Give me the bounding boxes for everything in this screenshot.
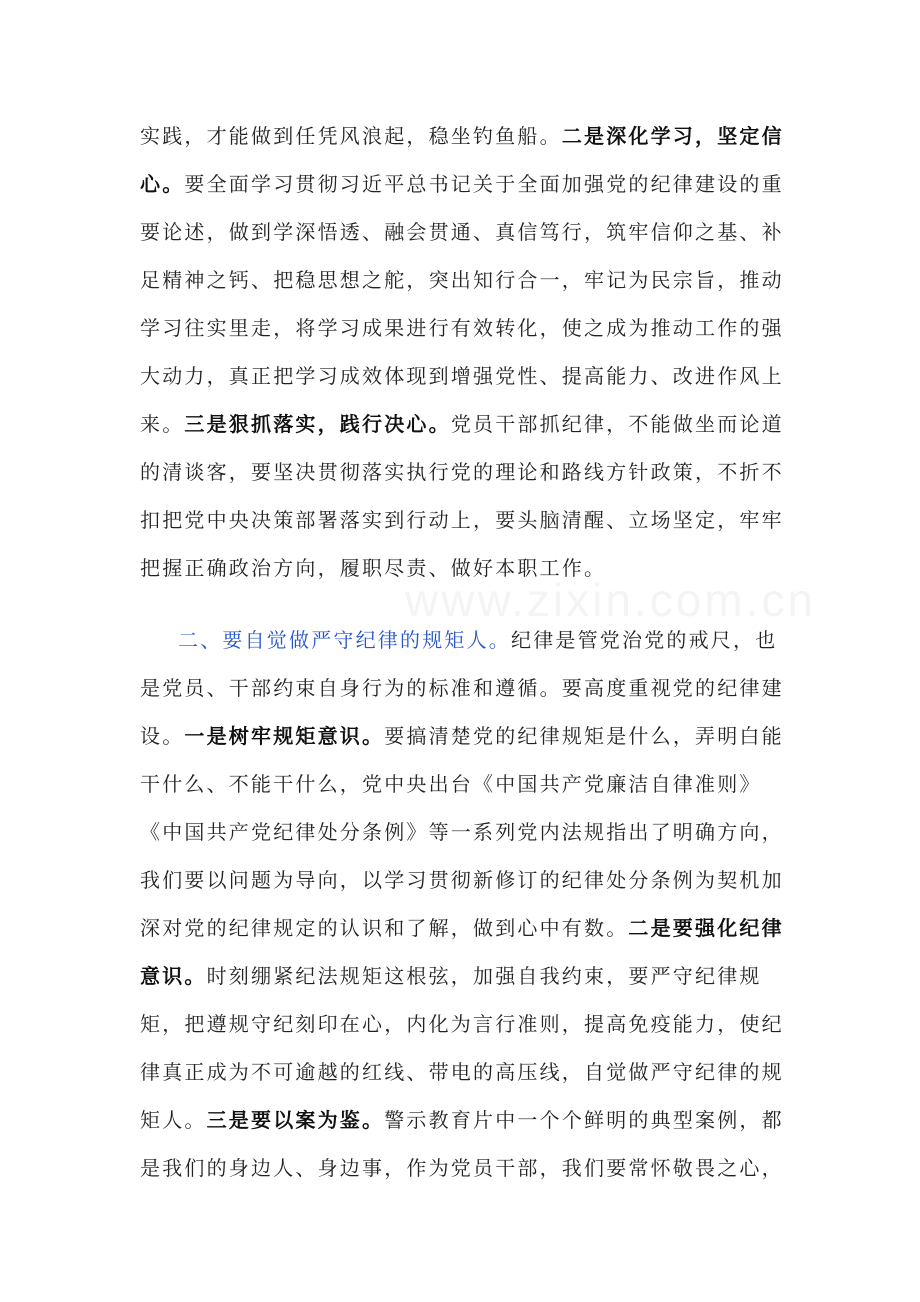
text-run: 律真正成为不可逾越的红线、带电的高压线，自觉做严守纪律的规	[140, 1060, 784, 1084]
text-run: 警示教育片中一个个鲜明的典型案例，都	[384, 1108, 784, 1132]
text-run: 的清谈客，要坚决贯彻落实执行党的理论和路线方针政策，不折不	[140, 460, 784, 484]
text-run: 矩人。	[140, 1108, 207, 1132]
section-heading: 二、要自觉做严守纪律的规矩人。	[178, 628, 511, 652]
text-line	[140, 1104, 784, 1136]
text-line	[140, 312, 784, 344]
text-line	[140, 1152, 784, 1184]
text-line	[140, 456, 784, 488]
text-line	[140, 864, 784, 896]
text-line	[140, 360, 784, 392]
text-run: 党员干部抓纪律，不能做坐而论道	[450, 412, 784, 436]
text-run: 要搞清楚党的纪律规矩是什么，弄明白能	[384, 724, 784, 748]
text-run: 干什么、不能干什么，党中央出台《中国共产党廉洁自律准则》	[140, 772, 762, 796]
text-run: 要全面学习贯彻习近平总书记关于全面加强党的纪律建设的重	[184, 172, 784, 196]
text-line	[140, 552, 770, 584]
text-run: 《中国共产党纪律处分条例》等一系列党内法规指出了明确方向，	[140, 820, 784, 844]
text-line	[140, 720, 784, 752]
text-run: 扣把党中央决策部署落实到行动上，要头脑清醒、立场坚定，牢牢	[140, 508, 784, 532]
text-run: 是党员、干部约束自身行为的标准和遵循。要高度重视党的纪律建	[140, 676, 784, 700]
watermark: www.zixin.com.cn	[405, 574, 816, 626]
text-line	[140, 1056, 784, 1088]
text-run: 纪律是管党治党的戒尺，也	[511, 628, 778, 652]
text-run: 足精神之钙、把稳思想之舵，突出知行合一，牢记为民宗旨，推动	[140, 268, 784, 292]
text-run: 把握正确政治方向，履职尽责、做好本职工作。	[140, 556, 607, 580]
text-line	[140, 1008, 784, 1040]
text-line	[140, 408, 784, 440]
bold-phrase: 二是深化学习，坚定信	[561, 124, 784, 148]
text-line	[140, 120, 784, 152]
bold-phrase: 一是树牢规矩意识。	[184, 724, 385, 748]
bold-phrase: 三是要以案为鉴。	[206, 1108, 385, 1132]
text-line	[140, 216, 784, 248]
text-run: 我们要以问题为导向，以学习贯彻新修订的纪律处分条例为契机加	[140, 868, 784, 892]
text-run: 要论述，做到学深悟透、融会贯通、真信笃行，筑牢信仰之基、补	[140, 220, 784, 244]
bold-phrase: 心。	[140, 172, 185, 196]
text-run: 学习往实里走，将学习成果进行有效转化，使之成为推动工作的强	[140, 316, 784, 340]
text-run: 时刻绷紧纪法规矩这根弦，加强自我约束，要严守纪律规	[206, 964, 762, 988]
text-line	[140, 768, 770, 800]
text-run: 大动力，真正把学习成效体现到增强党性、提高能力、改进作风上	[140, 364, 784, 388]
bold-phrase: 二是要强化纪律	[628, 916, 784, 940]
bold-phrase: 意识。	[140, 964, 207, 988]
text-run: 深对党的纪律规定的认识和了解，做到心中有数。	[140, 916, 629, 940]
section-heading-line	[178, 624, 808, 656]
text-run: 来。	[140, 412, 185, 436]
text-run: 是我们的身边人、身边事，作为党员干部，我们要常怀敬畏之心，	[140, 1156, 784, 1180]
text-run: 矩，把遵规守纪刻印在心，内化为言行准则，提高免疫能力，使纪	[140, 1012, 784, 1036]
text-line	[140, 912, 784, 944]
text-line	[140, 264, 784, 296]
text-line	[140, 816, 784, 848]
text-line	[140, 960, 770, 992]
bold-phrase: 三是狠抓落实，践行决心。	[184, 412, 451, 436]
text-run: 实践，才能做到任凭风浪起，稳坐钓鱼船。	[140, 124, 562, 148]
text-line	[140, 672, 784, 704]
text-line	[140, 504, 784, 536]
text-run: 设。	[140, 724, 185, 748]
text-line	[140, 168, 784, 200]
